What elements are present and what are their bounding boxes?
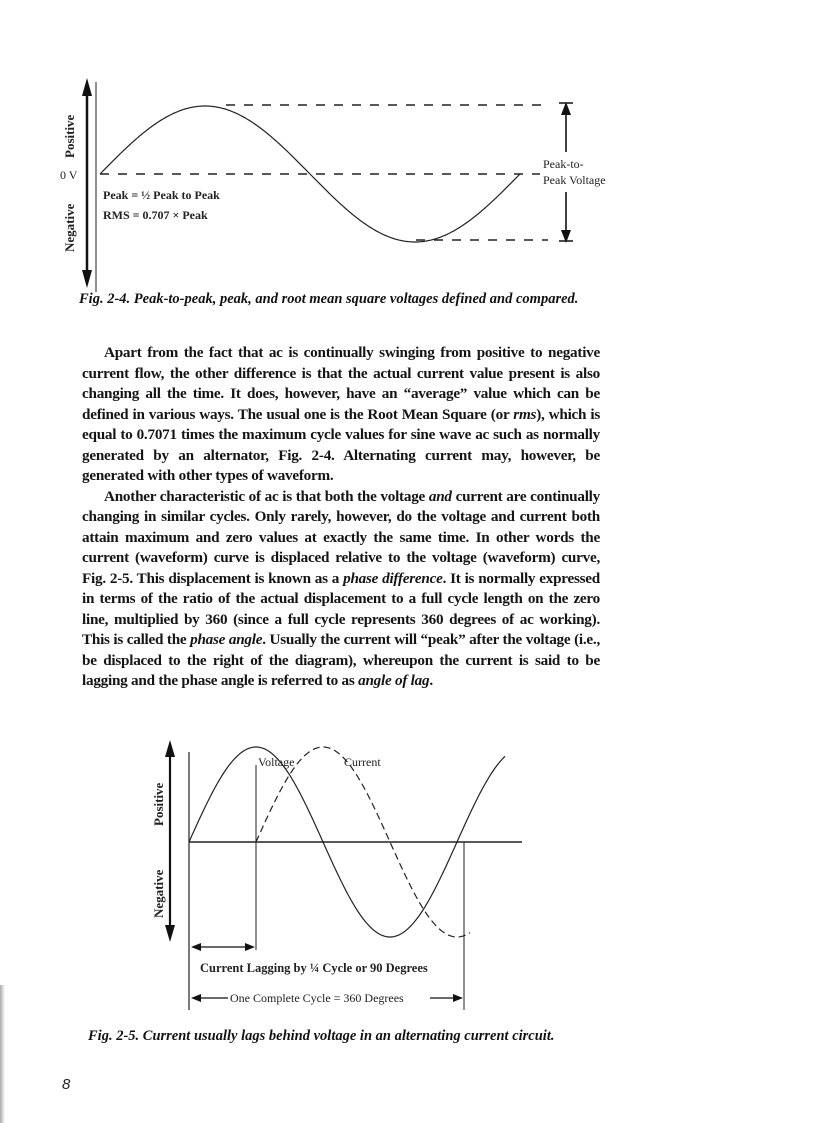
fig2-lag-label: Current Lagging by ¼ Cycle or 90 Degrees (200, 961, 428, 975)
body-text (82, 343, 600, 692)
paragraph-1: Apart from the fact that ac is continually swinging from positive to negative current flow, the other difference is that the actual current value present is also changing all the time. It does, however, have an “average” value which can be defined in various ways. The usual one is the Root Mean Square (or rms), which is equal to 0.7071 times the maximum cycle values for sine wave ac such as normally generated by an alternator, Fig. 2-4. Alternating current may, however, be generated with other types of waveform. (82, 344, 600, 484)
fig1-axis-positive-label: Positive (62, 114, 77, 158)
page-number: 8 (62, 1076, 71, 1093)
scan-edge (0, 985, 5, 1123)
fig2-current-label: Current (344, 755, 381, 769)
fig1-p2p-label-line2: Peak Voltage (543, 173, 606, 187)
fig2-axis-negative-label: Negative (151, 869, 166, 918)
fig2-voltage-wave (189, 747, 505, 937)
fig1-rms-formula: RMS = 0.707 × Peak (103, 208, 208, 222)
fig1-p2p-label-line1: Peak-to- (543, 157, 584, 171)
paragraph-2: Another characteristic of ac is that both the voltage and current are continually changing in similar cycles. Only rarely, however, do the voltage and current both attain maximum and zero values at exactly the same time. In other words the current (waveform) curve is displaced relative to the voltage (waveform) curve, Fig. 2-5. This displacement is known as a phase difference. It is normally expressed in terms of the ratio of the actual displacement to a full cycle length on the zero line, multiplied by 360 (since a full cycle represents 360 degrees of ac working). This is called the phase angle. Usually the current will “peak” after the voltage (i.e., be displaced to the right of the diagram), whereupon the current is said to be lagging and the phase angle is referred to as angle of lag. (82, 487, 601, 689)
fig2-current-wave (256, 747, 470, 937)
fig1-zero-label: 0 V (60, 168, 78, 182)
fig2-arrow-down-icon (165, 925, 175, 942)
fig1-arrow-up-icon (82, 78, 92, 96)
fig1-p2p-arrow-up-icon (561, 102, 571, 115)
fig2-voltage-label: Voltage (258, 755, 295, 769)
figure-2-4 (0, 0, 816, 320)
fig2-cycle-label: One Complete Cycle = 360 Degrees (230, 991, 404, 1005)
figure-2-5-caption: Fig. 2-5. Current usually lags behind voltage in an alternating current circuit. (88, 1028, 555, 1044)
fig2-axis-positive-label: Positive (151, 782, 166, 826)
fig1-arrow-down-icon (82, 270, 92, 288)
fig1-peak-formula: Peak = ½ Peak to Peak (103, 188, 220, 202)
figure-2-4-caption: Fig. 2-4. Peak-to-peak, peak, and root mean square voltages defined and compared. (79, 291, 579, 307)
fig2-arrow-up-icon (165, 740, 175, 757)
fig1-axis-negative-label: Negative (62, 203, 77, 252)
